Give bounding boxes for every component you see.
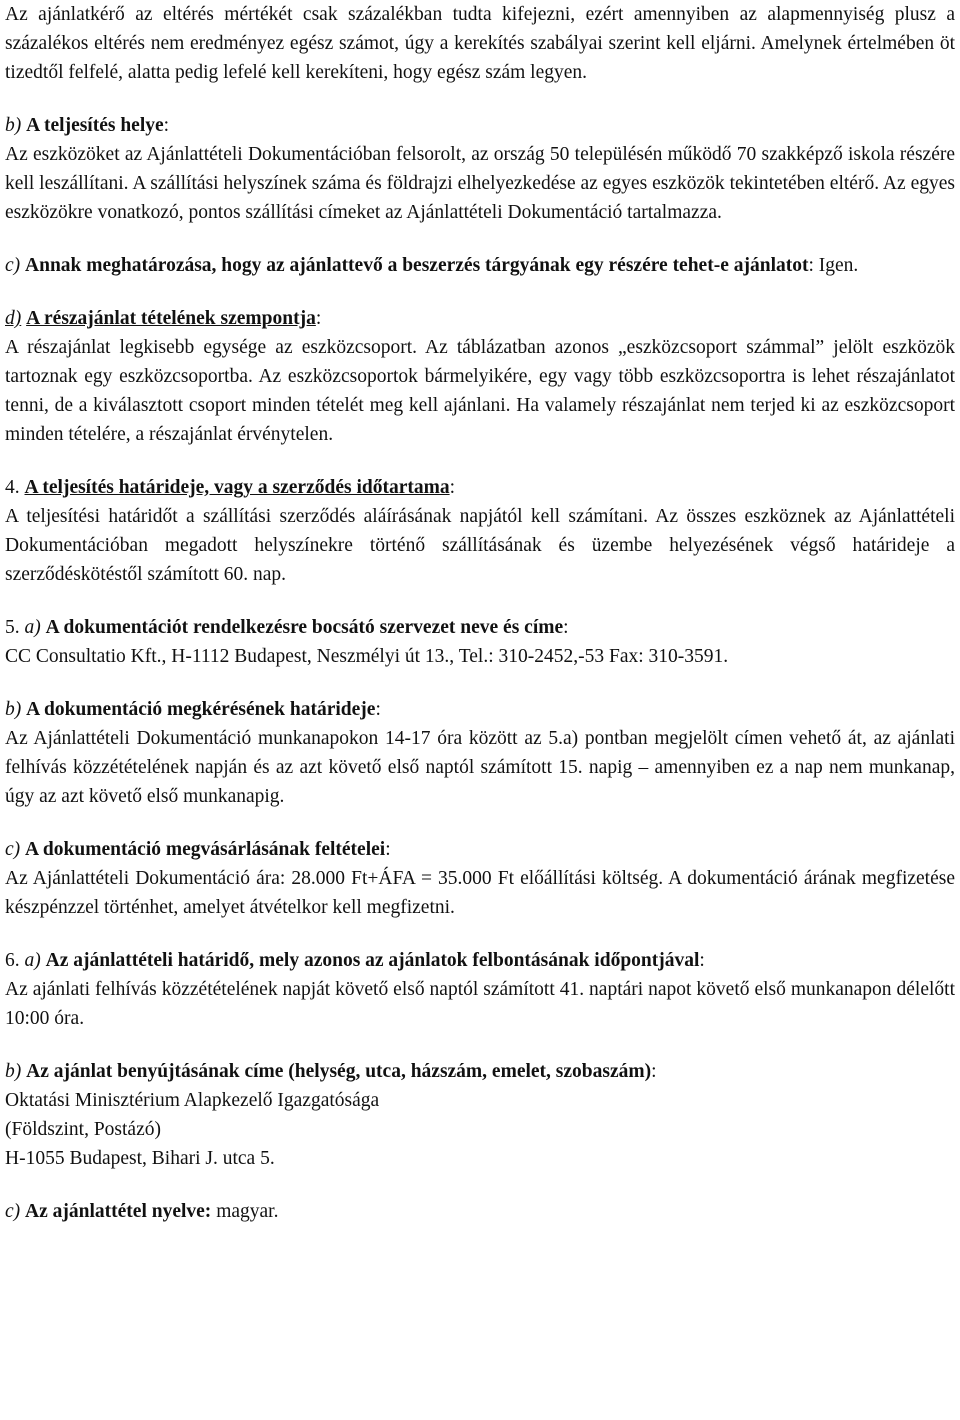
section-6b-title: Az ajánlat benyújtásának címe (helység, utca, házszám, emelet, szobaszám) [26,1061,652,1082]
section-d-letter: d) [5,308,22,329]
section-6a-body: Az ajánlati felhívás közzétételének napját követő első naptól számított 41. naptári napot követő első munkanapon délelőtt 10:00 óra. [5,979,955,1029]
section-c-colon: : [808,255,814,276]
section-6c-letter: c) [5,1201,21,1222]
section-5b-heading [5,695,955,724]
section-4-colon: : [449,477,456,498]
section-6b-colon: : [651,1061,657,1082]
section-6c-heading [5,1197,955,1226]
section-b-colon: : [163,115,170,136]
intro-paragraph: Az ajánlatkérő az eltérés mértékét csak százalékban tudta kifejezni, ezért amennyiben az alapmennyiség plusz a százalékos eltérés nem eredményez egész számot, úgy a kerekítés szabályai szerint kell eljárni. Amelynek értelmében öt tizedtől felfelé, alatta pedig lefelé kell kerekíteni, hogy egész szám legyen. [5,4,955,83]
section-5a-letter: a) [24,617,41,638]
section-4-heading [5,473,955,502]
section-d-colon: : [315,308,322,329]
section-5a-heading [5,613,955,642]
section-6a-letter: a) [24,950,41,971]
section-c-letter: c) [5,255,21,276]
section-5c-body: Az Ajánlattételi Dokumentáció ára: 28.000 Ft+ÁFA = 35.000 Ft előállítási költség. A dokumentáció árának megfizetése készpénzzel történhet, amelyet átvételkor kell megfizetni. [5,868,955,918]
section-4-body: A teljesítési határidőt a szállítási szerződés aláírásának napjától kell számítani. Az összes eszköznek az Ajánlattételi Dokumentációban megadott helyszínekre történő szállításának és üzembe helyezésének végső határideje a szerződéskötéstől számított 60. nap. [5,506,955,585]
section-6b-heading [5,1057,955,1086]
section-5c-title: A dokumentáció megvásárlásának feltételei [25,839,386,860]
section-5b-colon: : [375,699,381,720]
section-6a-heading [5,946,955,975]
section-5c-heading [5,835,955,864]
section-5a-colon: : [563,617,569,638]
section-5c-letter: c) [5,839,21,860]
section-d-title: A részajánlat tételének szempontja [26,308,316,329]
section-6c-title: Az ajánlattétel nyelve: [25,1201,212,1222]
section-c-heading [5,251,955,280]
section-5a-body: CC Consultatio Kft., H-1112 Budapest, Neszmélyi út 13., Tel.: 310-2452,-53 Fax: 310-3591. [5,646,729,667]
section-b-heading [5,111,955,140]
section-5b-body: Az Ajánlattételi Dokumentáció munkanapokon 14-17 óra között az 5.a) pontban megjelölt címen vehető át, az ajánlati felhívás közzétételének napján és az azt követő első naptól számított 15. napig – amennyiben ez a nap nem munkanap, úgy az azt követő első munkanapig. [5,728,955,807]
section-5c-colon: : [385,839,391,860]
section-6-number: 6. [5,950,20,971]
section-c-title: Annak meghatározása, hogy az ajánlattevő a beszerzés tárgyának egy részére tehet-e ajánlatot [25,255,809,276]
address-line: H-1055 Budapest, Bihari J. utca 5. [5,1148,275,1169]
address-line: (Földszint, Postázó) [5,1119,161,1140]
section-5b-title: A dokumentáció megkérésének határideje [26,699,376,720]
section-5b-letter: b) [5,699,22,720]
section-5a-title: A dokumentációt rendelkezésre bocsátó szervezet neve és címe [45,617,564,638]
section-4-title: A teljesítés határideje, vagy a szerződés időtartama [24,477,450,498]
section-b-body: Az eszközöket az Ajánlattételi Dokumentációban felsorolt, az ország 50 településén működő 70 szakképző iskola részére kell leszállítani. A szállítási helyszínek száma és földrajzi elhelyezkedése az egyes eszközök tekintetében eltérő. Az egyes eszközökre vonatkozó, pontos szállítási címeket az Ajánlattételi Dokumentáció tartalmazza. [5,144,955,223]
address-line: Oktatási Minisztérium Alapkezelő Igazgatósága [5,1090,380,1111]
section-d-body: A részajánlat legkisebb egysége az eszközcsoport. Az táblázatban azonos „eszközcsoport számmal” jelölt eszközök tartoznak egy eszközcsoportba. Az eszközcsoportok bármelyikére, egy vagy több eszközcsoportra is lehet részajánlatot tenni, de a kiválasztott csoport minden tételét meg kell ajánlani. Ha valamely részajánlat nem terjed ki az eszközcsoport minden tételére, a részajánlat érvénytelen. [5,337,955,445]
section-6b-letter: b) [5,1061,22,1082]
section-6a-colon: : [699,950,705,971]
section-d-heading [5,304,955,333]
section-b-title: A teljesítés helye [26,115,164,136]
section-6a-title: Az ajánlattételi határidő, mely azonos az ajánlatok felbontásának időpontjával [45,950,700,971]
section-4-number: 4. [5,477,20,498]
section-6c-answer: magyar. [211,1201,279,1222]
section-b-letter: b) [5,115,22,136]
section-c-answer: Igen. [813,255,859,276]
section-5-number: 5. [5,617,20,638]
